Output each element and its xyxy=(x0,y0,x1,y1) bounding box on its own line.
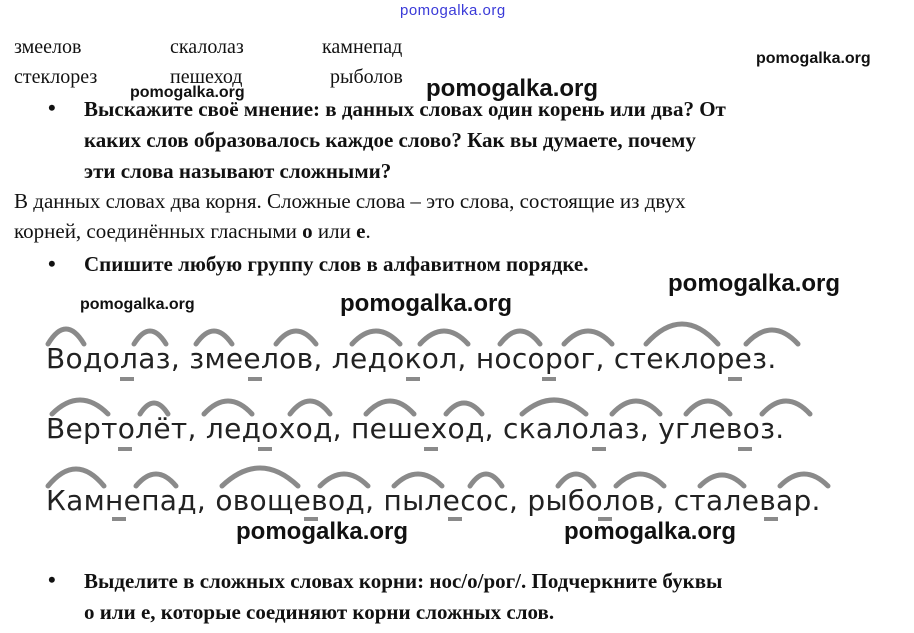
watermark: pomogalka.org xyxy=(668,270,841,297)
watermark: pomogalka.org xyxy=(426,75,599,102)
root-arc xyxy=(646,324,718,344)
watermark: pomogalka.org xyxy=(340,290,513,317)
handwritten-row: Водолаз, змеелов, ледокол, носорог, стеклорез. xyxy=(46,342,777,375)
question-3-line: Выделите в сложных словах корни: нос/о/рог/. Подчеркните буквы xyxy=(84,569,723,593)
watermark: pomogalka.org xyxy=(564,518,737,545)
word-cell: змеелов xyxy=(14,36,82,58)
watermark-top: pomogalka.org xyxy=(400,2,506,19)
word-cell: скалолаз xyxy=(170,36,244,58)
bullet: • xyxy=(48,567,56,592)
question-1-line: Выскажите своё мнение: в данных словах один корень или два? От xyxy=(84,97,726,121)
vowel-e: е xyxy=(356,219,366,243)
bullet: • xyxy=(48,251,56,276)
bullet: • xyxy=(48,95,56,120)
watermark: pomogalka.org xyxy=(130,84,245,101)
question-1-line: каких слов образовалось каждое слово? Как вы думаете, почему xyxy=(84,128,696,152)
word-cell: рыболов xyxy=(330,66,403,88)
answer-line: В данных словах два корня. Сложные слова – это слова, состоящие из двух xyxy=(14,189,686,213)
handwritten-row: Вертолёт, ледоход, пешеход, скалолаз, углевоз. xyxy=(46,412,785,445)
watermark: pomogalka.org xyxy=(756,50,871,67)
word-cell: камнепад xyxy=(322,36,403,58)
vowel-o: о xyxy=(302,219,313,243)
watermark: pomogalka.org xyxy=(236,518,409,545)
question-3 xyxy=(84,566,722,628)
question-1-line: эти слова называют сложными? xyxy=(84,159,392,183)
answer-text: корней, соединённых гласными xyxy=(14,219,303,243)
watermark: pomogalka.org xyxy=(80,296,195,313)
word-cell: пешеход xyxy=(170,66,243,88)
answer-text: . xyxy=(365,219,371,243)
question-2: Спишите любую группу слов в алфавитном порядке. xyxy=(84,252,589,276)
answer-text: или xyxy=(312,219,357,243)
word-cell: стеклорез xyxy=(14,66,98,88)
question-3-line: о или е, которые соединяют корни сложных слов. xyxy=(84,600,555,624)
handwritten-row: Камнепад, овощевод, пылесос, рыболов, сталевар. xyxy=(46,484,821,517)
